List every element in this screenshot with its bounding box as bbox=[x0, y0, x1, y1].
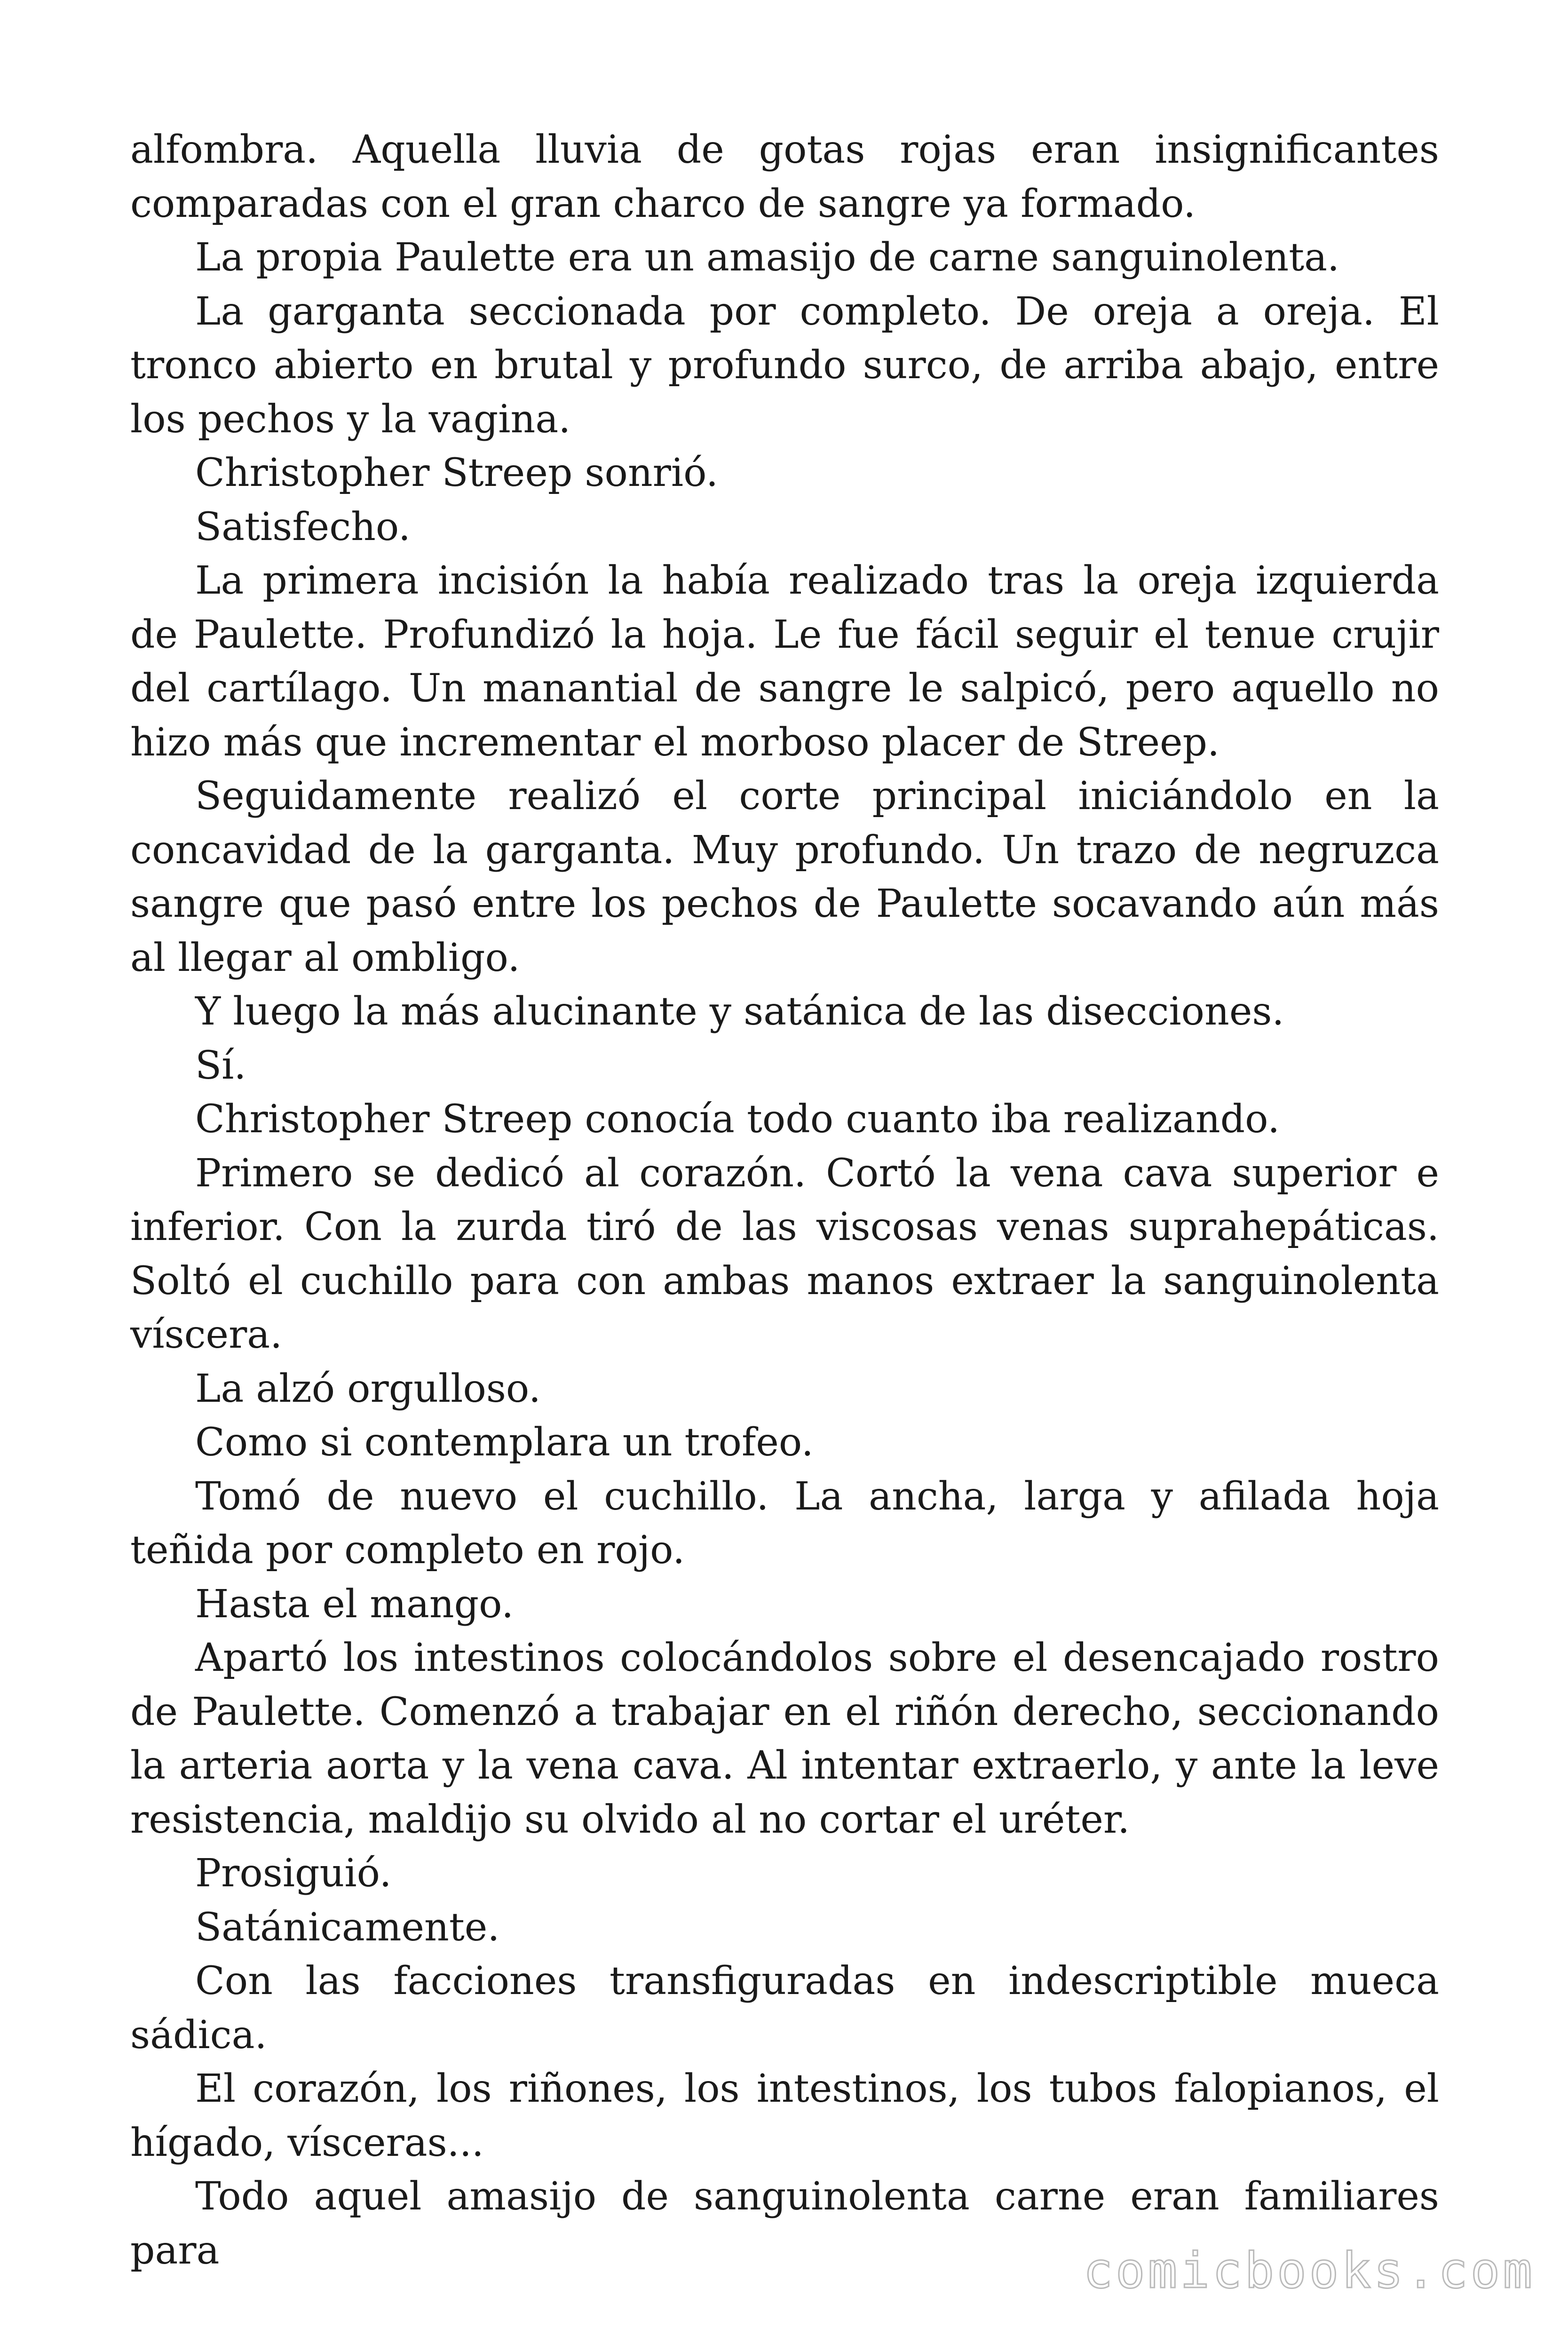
paragraph-continuation: alfombra. Aquella lluvia de gotas rojas eran insignificantes comparadas con el gran charco de sangre ya formado. bbox=[130, 127, 1439, 226]
paragraph: Como si contemplara un trofeo. bbox=[195, 1420, 814, 1465]
paragraph: Hasta el mango. bbox=[195, 1581, 514, 1627]
paragraph: Y luego la más alucinante y satánica de las disecciones. bbox=[195, 989, 1284, 1034]
paragraph: Sí. bbox=[195, 1043, 246, 1088]
paragraph: La alzó orgulloso. bbox=[195, 1366, 541, 1411]
paragraph: Apartó los intestinos colocándolos sobre el desencajado rostro de Paulette. Comenzó a trabajar en el riñón derecho, seccionando la arteria aorta y la vena cava. Al intentar extraerlo, y ante la leve resistencia, maldijo su olvido al no cortar el uréter. bbox=[130, 1636, 1439, 1842]
paragraph: Primero se dedicó al corazón. Cortó la vena cava superior e inferior. Con la zurda tiró de las viscosas venas suprahepáticas. Soltó el cuchillo para con ambas manos extraer la sanguinolenta víscera. bbox=[130, 1151, 1439, 1357]
paragraph: Satánicamente. bbox=[195, 1905, 500, 1950]
paragraph: La garganta seccionada por completo. De oreja a oreja. El tronco abierto en brutal y profundo surco, de arriba abajo, entre los pechos y la vagina. bbox=[130, 289, 1439, 442]
paragraph: Christopher Streep sonrió. bbox=[195, 451, 719, 495]
paragraph: La propia Paulette era un amasijo de carne sanguinolenta. bbox=[195, 235, 1340, 280]
page-body bbox=[130, 123, 1439, 2278]
paragraph: Con las facciones transfiguradas en indescriptible mueca sádica. bbox=[130, 1959, 1439, 2058]
paragraph: Todo aquel amasijo de sanguinolenta carne eran familiares para bbox=[130, 2174, 1439, 2273]
paragraph: El corazón, los riñones, los intestinos, los tubos falopianos, el hígado, vísceras... bbox=[130, 2066, 1439, 2165]
paragraph: Christopher Streep conocía todo cuanto iba realizando. bbox=[195, 1097, 1280, 1142]
paragraph: Seguidamente realizó el corte principal iniciándolo en la concavidad de la garganta. Muy profundo. Un trazo de negruzca sangre que pasó entre los pechos de Paulette socavando aún más al llegar al ombligo. bbox=[130, 774, 1439, 980]
paragraph: La primera incisión la había realizado tras la oreja izquierda de Paulette. Profundizó la hoja. Le fue fácil seguir el tenue crujir del cartílago. Un manantial de sangre le salpicó, pero aquello no hizo más que incrementar el morboso placer de Streep. bbox=[130, 558, 1439, 765]
paragraph: Tomó de nuevo el cuchillo. La ancha, larga y afilada hoja teñida por completo en rojo. bbox=[130, 1474, 1439, 1573]
watermark-logo: comicbooks.com bbox=[1083, 2242, 1535, 2299]
paragraph: Satisfecho. bbox=[195, 504, 411, 549]
paragraph: Prosiguió. bbox=[195, 1851, 392, 1896]
